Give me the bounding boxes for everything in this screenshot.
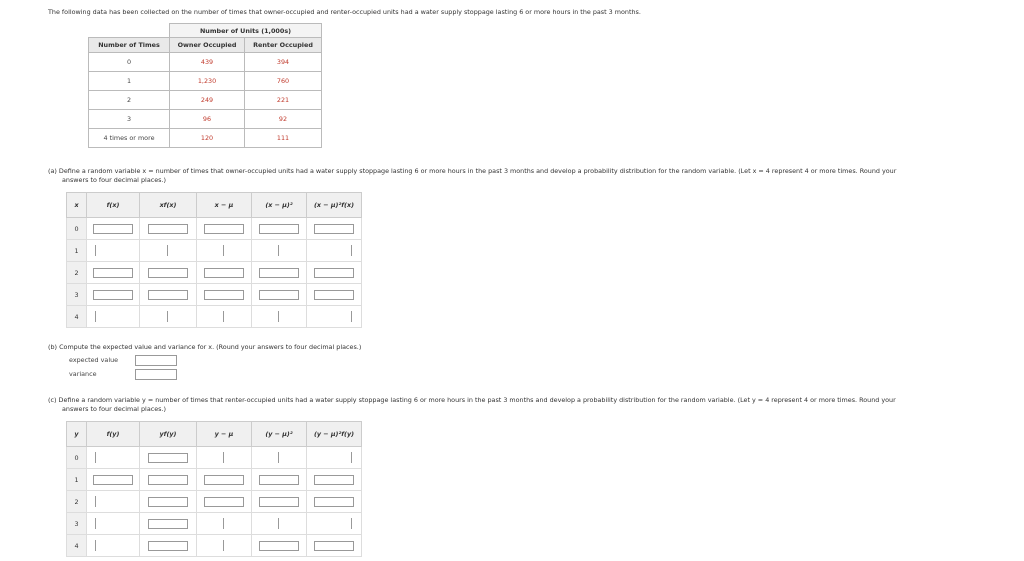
sq-input[interactable] (278, 245, 280, 256)
group-header: Number of Units (1,000s) (170, 24, 322, 38)
fy-input[interactable] (95, 540, 97, 551)
xfx-input[interactable] (167, 311, 169, 322)
header-sq-fy: (y − μ)²f(y) (307, 422, 362, 447)
y-value: 4 (67, 535, 87, 557)
xfx-input[interactable] (167, 245, 169, 256)
y-minus-mu-input[interactable] (204, 497, 244, 507)
part-c-question (48, 396, 896, 414)
fy-input[interactable] (95, 452, 97, 463)
part-c-line2: answers to four decimal places.) (62, 405, 167, 413)
yfy-input[interactable] (148, 497, 188, 507)
times-cell: 0 (89, 53, 170, 72)
x-minus-mu-input[interactable] (223, 311, 225, 322)
part-b-question: (b) Compute the expected value and variance for x. (Round your answers to four decimal places.) (48, 343, 362, 351)
header-xfx: xf(x) (140, 193, 197, 218)
y-minus-mu-input[interactable] (223, 452, 225, 463)
x-minus-mu-input[interactable] (223, 245, 225, 256)
y-value: 3 (67, 513, 87, 535)
header-sq: (y − μ)² (252, 422, 307, 447)
col-renter: Renter Occupied (245, 38, 322, 53)
sq-input[interactable] (259, 541, 299, 551)
x-minus-mu-input[interactable] (204, 268, 244, 278)
x-value: 3 (67, 284, 87, 306)
part-a-grid (66, 192, 362, 328)
sq-fx-input[interactable] (351, 311, 353, 322)
header-sq-fx: (x − μ)²f(x) (307, 193, 362, 218)
col-owner: Owner Occupied (170, 38, 245, 53)
xfx-input[interactable] (148, 224, 188, 234)
sq-input[interactable] (259, 224, 299, 234)
header-y: y (67, 422, 87, 447)
sq-fy-input[interactable] (314, 497, 354, 507)
expected-value-input[interactable] (135, 355, 177, 366)
owner-cell: 439 (170, 53, 245, 72)
sq-fx-input[interactable] (314, 290, 354, 300)
owner-cell: 96 (170, 110, 245, 129)
sq-input[interactable] (259, 290, 299, 300)
fx-input[interactable] (95, 311, 97, 322)
variance-label: variance (69, 370, 97, 378)
times-cell: 3 (89, 110, 170, 129)
header-sq: (x − μ)² (252, 193, 307, 218)
x-value: 4 (67, 306, 87, 328)
yfy-input[interactable] (148, 541, 188, 551)
sq-input[interactable] (278, 452, 280, 463)
fy-input[interactable] (95, 518, 97, 529)
times-cell: 1 (89, 72, 170, 91)
header-yfy: yf(y) (140, 422, 197, 447)
y-minus-mu-input[interactable] (223, 518, 225, 529)
renter-cell: 92 (245, 110, 322, 129)
owner-cell: 120 (170, 129, 245, 148)
part-a-question (48, 167, 896, 185)
renter-cell: 221 (245, 91, 322, 110)
sq-fx-input[interactable] (351, 245, 353, 256)
y-value: 2 (67, 491, 87, 513)
sq-input[interactable] (259, 475, 299, 485)
part-a-line1: (a) Define a random variable x = number of times that owner-occupied units had a water supply stoppage lasting 6 or more hours in the past 3 months and develop a probability distribution for the random variable. (Let x = 4 represent 4 or more times. Round your (48, 167, 897, 175)
sq-fy-input[interactable] (351, 452, 353, 463)
x-minus-mu-input[interactable] (204, 290, 244, 300)
fx-input[interactable] (95, 245, 97, 256)
renter-cell: 111 (245, 129, 322, 148)
sq-input[interactable] (259, 268, 299, 278)
x-value: 1 (67, 240, 87, 262)
owner-cell: 1,230 (170, 72, 245, 91)
fy-input[interactable] (95, 496, 97, 507)
fx-input[interactable] (93, 224, 133, 234)
data-table (88, 23, 322, 148)
header-x-minus-mu: x − μ (197, 193, 252, 218)
sq-fx-input[interactable] (314, 268, 354, 278)
x-value: 2 (67, 262, 87, 284)
sq-fx-input[interactable] (314, 224, 354, 234)
times-cell: 2 (89, 91, 170, 110)
part-a-line2: answers to four decimal places.) (62, 176, 167, 184)
sq-input[interactable] (259, 497, 299, 507)
header-y-minus-mu: y − μ (197, 422, 252, 447)
y-value: 1 (67, 469, 87, 491)
header-fy: f(y) (87, 422, 140, 447)
sq-fy-input[interactable] (314, 475, 354, 485)
part-c-line1: (c) Define a random variable y = number of times that renter-occupied units had a water supply stoppage lasting 6 or more hours in the past 3 months and develop a probability distribution for the random variable. (Let y = 4 represent 4 or more times. Round your (48, 396, 896, 404)
y-minus-mu-input[interactable] (223, 540, 225, 551)
yfy-input[interactable] (148, 475, 188, 485)
fx-input[interactable] (93, 268, 133, 278)
fx-input[interactable] (93, 290, 133, 300)
sq-input[interactable] (278, 311, 280, 322)
sq-fy-input[interactable] (314, 541, 354, 551)
renter-cell: 760 (245, 72, 322, 91)
times-cell: 4 times or more (89, 129, 170, 148)
part-c-grid (66, 421, 362, 557)
owner-cell: 249 (170, 91, 245, 110)
xfx-input[interactable] (148, 268, 188, 278)
yfy-input[interactable] (148, 453, 188, 463)
expected-value-label: expected value (69, 356, 119, 364)
header-fx: f(x) (87, 193, 140, 218)
sq-fy-input[interactable] (351, 518, 353, 529)
xfx-input[interactable] (148, 290, 188, 300)
renter-cell: 394 (245, 53, 322, 72)
fy-input[interactable] (93, 475, 133, 485)
y-value: 0 (67, 447, 87, 469)
intro-text: The following data has been collected on the number of times that owner-occupied and renter-occupied units had a water supply stoppage lasting 6 or more hours in the past 3 months. (48, 8, 641, 16)
variance-input[interactable] (135, 369, 177, 380)
header-x: x (67, 193, 87, 218)
yfy-input[interactable] (148, 519, 188, 529)
y-minus-mu-input[interactable] (204, 475, 244, 485)
x-minus-mu-input[interactable] (204, 224, 244, 234)
col-times: Number of Times (89, 38, 170, 53)
sq-input[interactable] (278, 518, 280, 529)
x-value: 0 (67, 218, 87, 240)
